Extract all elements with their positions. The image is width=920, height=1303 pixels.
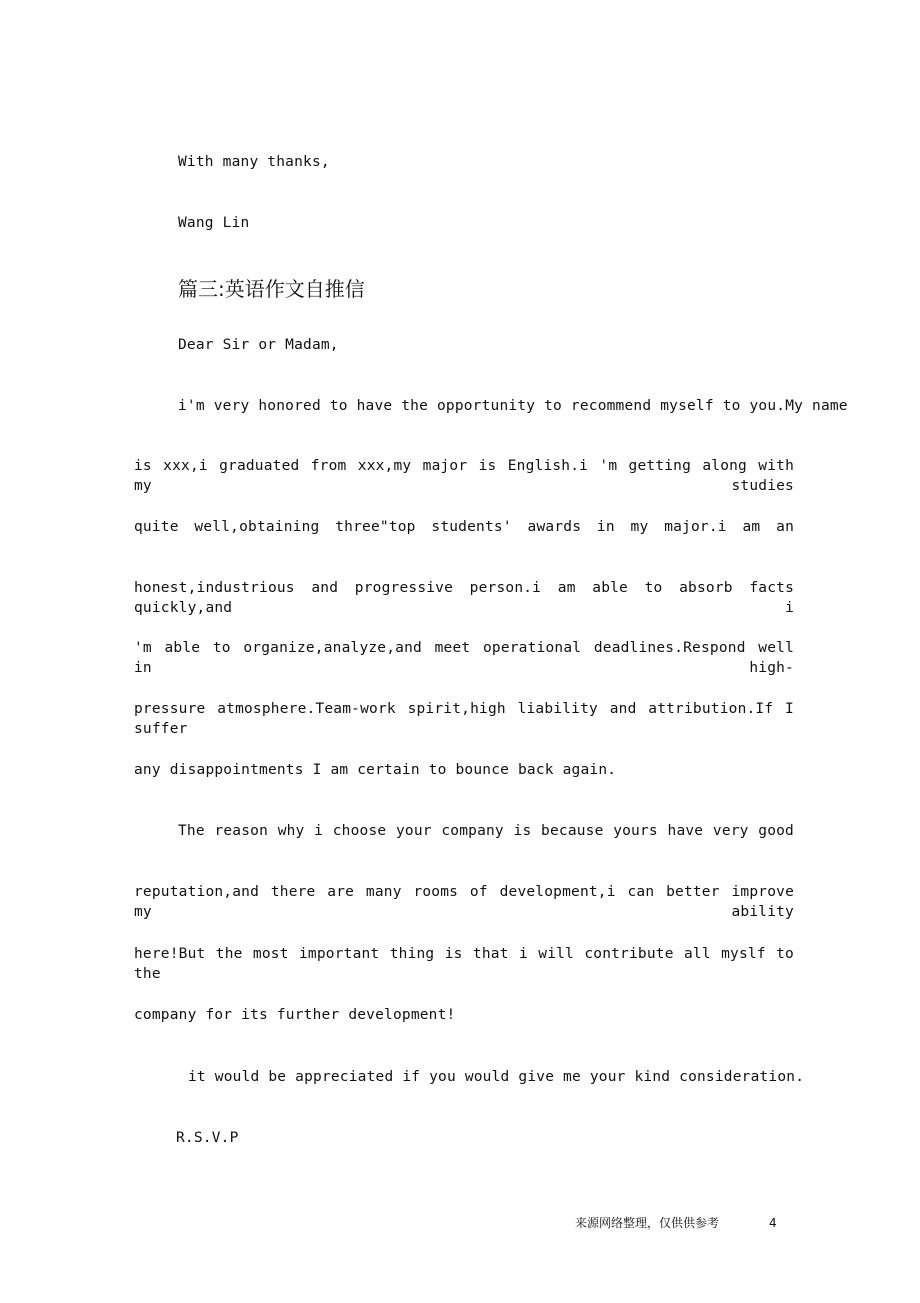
paragraph2-line-3: here!But the most important thing is that i will contribute all myslf to the: [134, 946, 794, 982]
paragraph1-line-1: i'm very honored to have the opportunity to recommend myself to you.My name: [178, 398, 848, 414]
paragraph1-line-2: is xxx,i graduated from xxx,my major is English.i 'm getting along with my studies: [134, 458, 794, 494]
salutation: Dear Sir or Madam,: [178, 337, 339, 353]
closing-thanks: With many thanks,: [178, 154, 330, 170]
paragraph2-line-4: company for its further development!: [134, 1007, 456, 1023]
section-heading: 篇三:英语作文自推信: [178, 277, 365, 301]
paragraph1-line-3: quite well,obtaining three"top students' awards in my major.i am an: [134, 519, 794, 535]
paragraph2-line-2: reputation,and there are many rooms of development,i can better improve my ability: [134, 884, 794, 920]
paragraph1-line-4: honest,industrious and progressive person.i am able to absorb facts quickly,and i: [134, 580, 794, 616]
footer-note: 来源网络整理，仅供供参考: [575, 1216, 720, 1230]
page-number: 4: [769, 1216, 777, 1230]
paragraph3: it would be appreciated if you would give me your kind consideration.: [188, 1069, 805, 1085]
closing-signature: Wang Lin: [178, 215, 250, 231]
paragraph1-line-7: any disappointments I am certain to bounce back again.: [134, 762, 617, 778]
paragraph2-line-1: The reason why i choose your company is because yours have very good: [178, 823, 794, 839]
rsvp: R.S.V.P: [176, 1130, 239, 1146]
paragraph1-line-6: pressure atmosphere.Team-work spirit,high liability and attribution.If I suffer: [134, 701, 794, 737]
paragraph1-line-5: 'm able to organize,analyze,and meet operational deadlines.Respond well in high-: [134, 640, 794, 676]
